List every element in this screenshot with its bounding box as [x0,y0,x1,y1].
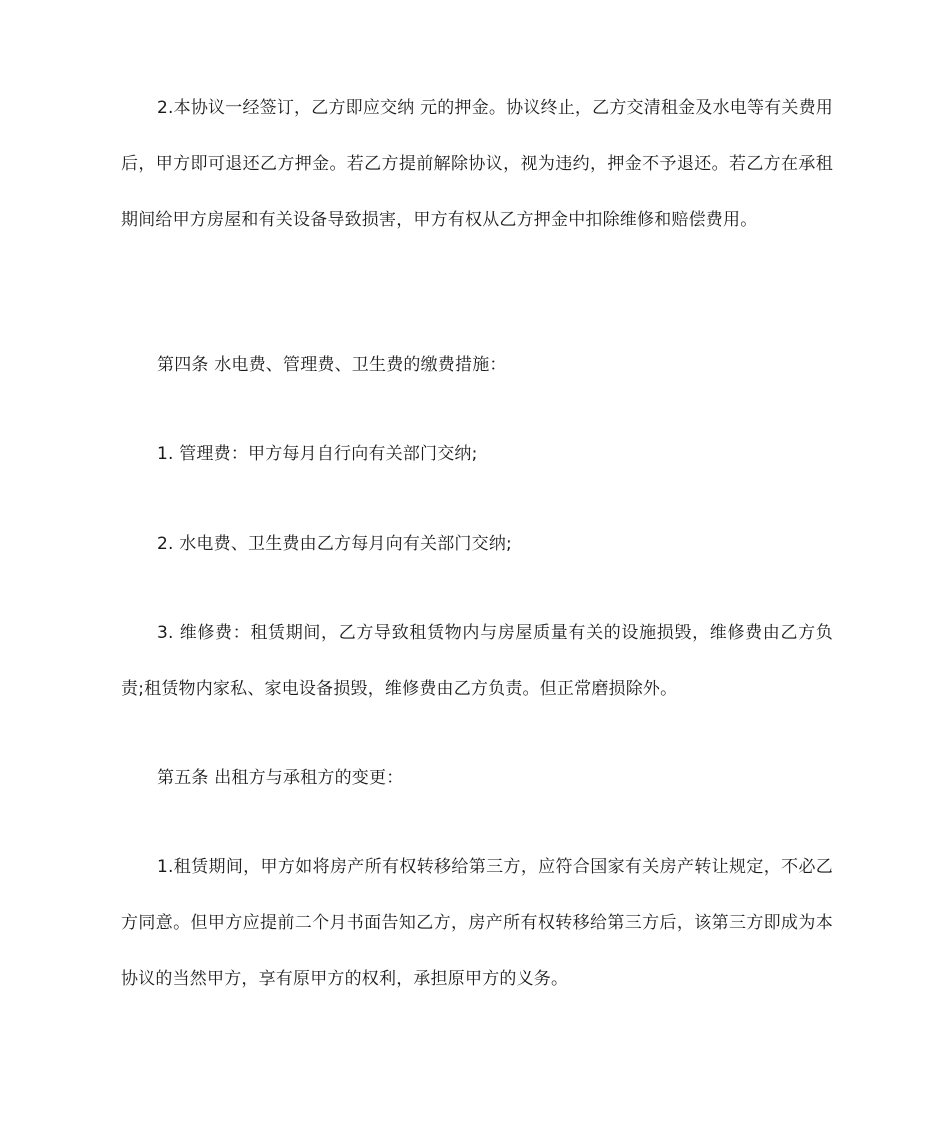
management-fee-item: 1. 管理费：甲方每月自行向有关部门交纳; [157,444,478,464]
article-five-heading: 第五条 出租方与承租方的变更： [157,768,404,788]
maintenance-fee-item: 3. 维修费：租赁期间，乙方导致租赁物内与房屋质量有关的设施损毁，维修费由乙方负责;租赁物内家私、家电设备损毁，维修费由乙方负责。但正常磨损除外。 [121,623,833,699]
deposit-clause-paragraph: 2.本协议一经签订，乙方即应交纳 元的押金。协议终止，乙方交清租金及水电等有关费用后，甲方即可退还乙方押金。若乙方提前解除协议，视为违约，押金不予退还。若乙方在承租期间给甲方房屋和有关设备导致损害，甲方有权从乙方押金中扣除维修和赔偿费用。 [121,98,833,230]
ownership-transfer-clause-paragraph: 1.租赁期间，甲方如将房产所有权转移给第三方，应符合国家有关房产转让规定，不必乙方同意。但甲方应提前二个月书面告知乙方，房产所有权转移给第三方后，该第三方即成为本协议的当然甲方，享有原甲方的权利，承担原甲方的义务。 [121,857,833,989]
utility-fee-item: 2. 水电费、卫生费由乙方每月向有关部门交纳; [157,534,512,554]
article-four-heading: 第四条 水电费、管理费、卫生费的缴费措施： [157,355,507,375]
